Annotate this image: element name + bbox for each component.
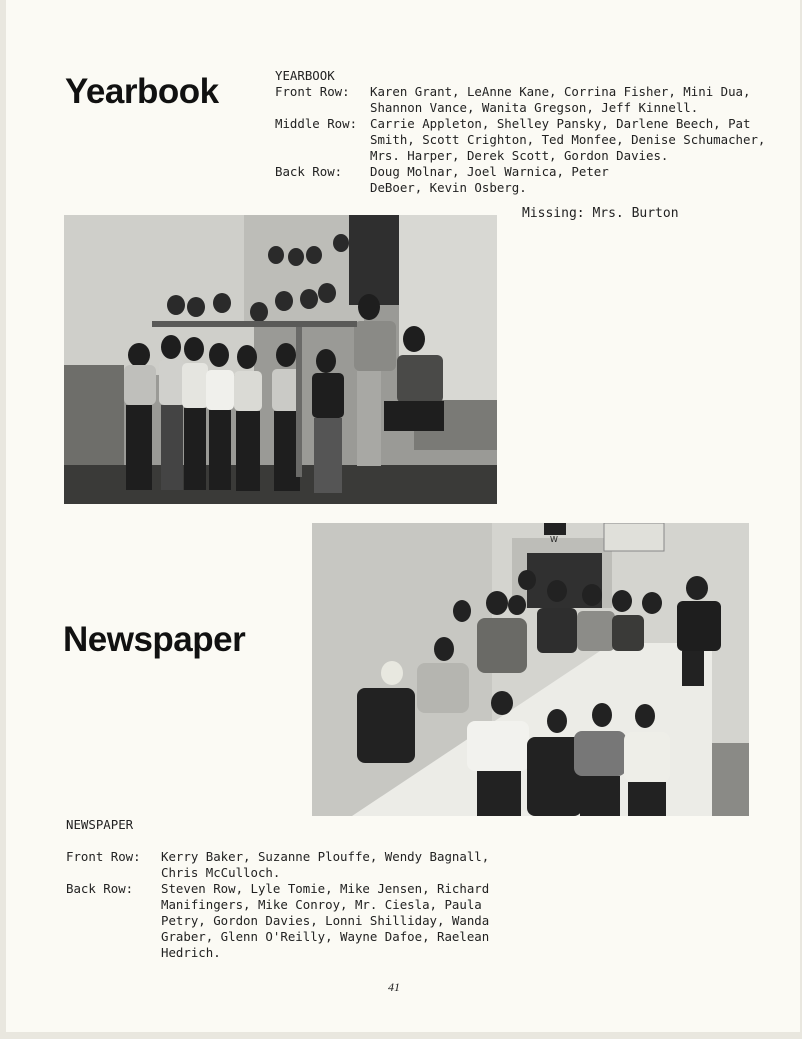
gym-sign-letter: W: [550, 535, 558, 544]
yearbook-front-row: [275, 84, 775, 116]
row-names: Karen Grant, LeAnne Kane, Corrina Fisher, Mini Dua, Shannon Vance, Wanita Gregson, Jeff Kinnell.: [370, 84, 751, 115]
row-names: Doug Molnar, Joel Warnica, Peter DeBoer, Kevin Osberg.: [370, 164, 609, 195]
row-label: Front Row:: [275, 84, 350, 99]
yearbook-back-row: [275, 164, 775, 196]
newspaper-heading: Newspaper: [63, 620, 246, 659]
row-names: Carrie Appleton, Shelley Pansky, Darlene Beech, Pat Smith, Scott Crighton, Ted Monfee, Denise Schumacher, Mrs. Harper, Derek Scott, Gordon Davies.: [370, 116, 766, 163]
row-names: Steven Row, Lyle Tomie, Mike Jensen, Richard Manifingers, Mike Conroy, Mr. Ciesla, Paula Petry, Gordon Davies, Lonni Shilliday, Wanda Graber, Glenn O'Reilly, Wayne Dafoe, Raelean Hedrich.: [161, 881, 490, 960]
yearbook-missing-note: Missing: Mrs. Burton: [522, 206, 679, 221]
row-label: Front Row:: [66, 849, 141, 864]
row-label: Back Row:: [66, 881, 134, 896]
row-label: Middle Row:: [275, 116, 358, 131]
yearbook-middle-row: [275, 116, 775, 164]
yearbook-photo: [64, 215, 497, 504]
yearbook-heading: Yearbook: [65, 72, 219, 111]
page-number: 41: [388, 980, 400, 994]
newspaper-front-row: [66, 849, 526, 881]
newspaper-caption: [66, 817, 526, 961]
newspaper-back-row: [66, 881, 526, 961]
newspaper-photo: [312, 523, 749, 816]
newspaper-caption-title: NEWSPAPER: [66, 817, 134, 832]
yearbook-caption: [275, 68, 775, 196]
row-names: Kerry Baker, Suzanne Plouffe, Wendy Bagnall, Chris McCulloch.: [161, 849, 490, 880]
yearbook-page: [6, 0, 800, 1032]
row-label: Back Row:: [275, 164, 343, 179]
yearbook-caption-title: YEARBOOK: [275, 68, 335, 83]
